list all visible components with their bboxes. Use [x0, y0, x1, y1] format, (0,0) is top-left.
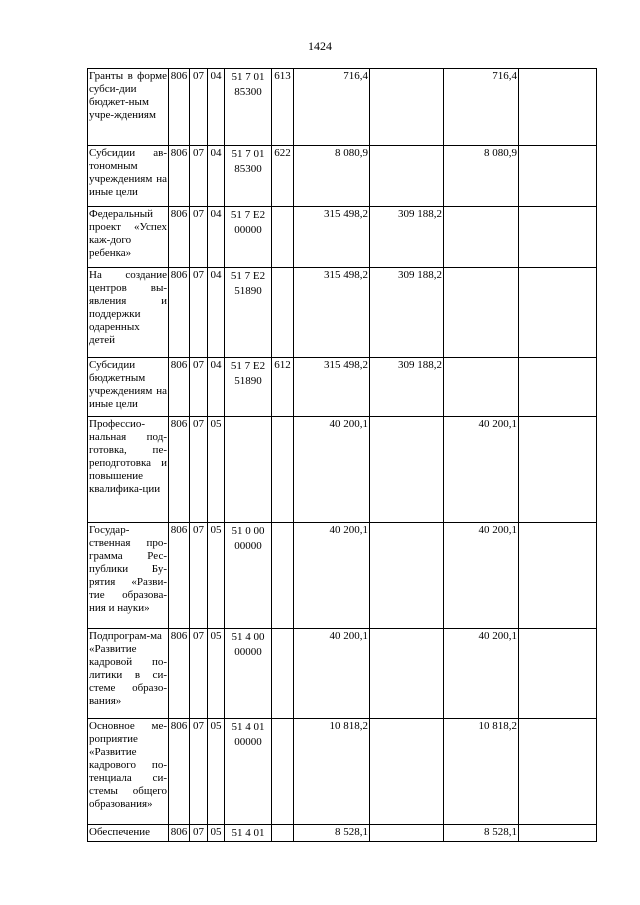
- other-amount-cell: [519, 629, 597, 719]
- republic-amount-cell: [444, 358, 519, 417]
- row-name-cell: Субсидии бюджетным учреждениям на иные цели: [88, 358, 169, 417]
- target-article-cell: 51 7 01 85300: [225, 69, 272, 146]
- budget-table: [87, 68, 597, 842]
- table-row: [88, 69, 597, 146]
- federal-amount-cell: 309 188,2: [370, 207, 444, 268]
- total-amount-cell: 315 498,2: [294, 358, 370, 417]
- target-article-cell: 51 7 Е2 51890: [225, 268, 272, 358]
- other-amount-cell: [519, 69, 597, 146]
- ministry-code-cell: 806: [169, 825, 190, 842]
- expense-type-cell: [272, 207, 294, 268]
- section-code-cell: 07: [190, 417, 208, 523]
- table-row: [88, 523, 597, 629]
- section-code-cell: 07: [190, 825, 208, 842]
- expense-type-cell: [272, 523, 294, 629]
- republic-amount-cell: 716,4: [444, 69, 519, 146]
- section-code-cell: 07: [190, 523, 208, 629]
- federal-amount-cell: [370, 719, 444, 825]
- total-amount-cell: 315 498,2: [294, 207, 370, 268]
- expense-type-cell: [272, 825, 294, 842]
- federal-amount-cell: [370, 825, 444, 842]
- table-row: [88, 825, 597, 842]
- other-amount-cell: [519, 719, 597, 825]
- subsection-code-cell: 04: [208, 146, 225, 207]
- table-row: [88, 417, 597, 523]
- federal-amount-cell: 309 188,2: [370, 358, 444, 417]
- section-code-cell: 07: [190, 268, 208, 358]
- expense-type-cell: [272, 719, 294, 825]
- section-code-cell: 07: [190, 207, 208, 268]
- table-row: [88, 268, 597, 358]
- ministry-code-cell: 806: [169, 629, 190, 719]
- row-name-cell: Основное ме-роприятие «Развитие кадрового по-тенциала си-стемы общего образования»: [88, 719, 169, 825]
- section-code-cell: 07: [190, 146, 208, 207]
- federal-amount-cell: [370, 417, 444, 523]
- subsection-code-cell: 04: [208, 268, 225, 358]
- expense-type-cell: [272, 629, 294, 719]
- other-amount-cell: [519, 268, 597, 358]
- row-name-cell: На создание центров вы-явления и поддержки одаренных детей: [88, 268, 169, 358]
- subsection-code-cell: 05: [208, 417, 225, 523]
- republic-amount-cell: 8 528,1: [444, 825, 519, 842]
- ministry-code-cell: 806: [169, 146, 190, 207]
- row-name-cell: Подпрограм-ма «Развитие кадровой по-литики в си-стеме образо-вания»: [88, 629, 169, 719]
- federal-amount-cell: [370, 523, 444, 629]
- ministry-code-cell: 806: [169, 207, 190, 268]
- expense-type-cell: 613: [272, 69, 294, 146]
- ministry-code-cell: 806: [169, 417, 190, 523]
- page-number: 1424: [308, 39, 332, 53]
- row-name-cell: Профессио-нальная под-готовка, пе-реподготовка и повышение квалифика-ции: [88, 417, 169, 523]
- ministry-code-cell: 806: [169, 69, 190, 146]
- table-row: [88, 146, 597, 207]
- total-amount-cell: 40 200,1: [294, 629, 370, 719]
- section-code-cell: 07: [190, 629, 208, 719]
- row-name-cell: Субсидии ав-тономным учреждениям на иные цели: [88, 146, 169, 207]
- row-name-cell: Федеральный проект «Успех каж-дого ребенка»: [88, 207, 169, 268]
- other-amount-cell: [519, 207, 597, 268]
- federal-amount-cell: [370, 629, 444, 719]
- expense-type-cell: 622: [272, 146, 294, 207]
- target-article-cell: 51 4 01 00000: [225, 719, 272, 825]
- other-amount-cell: [519, 417, 597, 523]
- target-article-cell: 51 7 01 85300: [225, 146, 272, 207]
- target-article-cell: 51 0 00 00000: [225, 523, 272, 629]
- republic-amount-cell: 40 200,1: [444, 629, 519, 719]
- total-amount-cell: 40 200,1: [294, 523, 370, 629]
- ministry-code-cell: 806: [169, 523, 190, 629]
- section-code-cell: 07: [190, 358, 208, 417]
- federal-amount-cell: [370, 69, 444, 146]
- federal-amount-cell: 309 188,2: [370, 268, 444, 358]
- row-name-cell: Обеспечение: [88, 825, 169, 842]
- row-name-cell: Гранты в форме субси-дии бюджет-ным учре-ждениям: [88, 69, 169, 146]
- table-row: [88, 629, 597, 719]
- table-row: [88, 358, 597, 417]
- republic-amount-cell: 10 818,2: [444, 719, 519, 825]
- other-amount-cell: [519, 358, 597, 417]
- republic-amount-cell: 8 080,9: [444, 146, 519, 207]
- expense-type-cell: [272, 417, 294, 523]
- subsection-code-cell: 05: [208, 825, 225, 842]
- ministry-code-cell: 806: [169, 268, 190, 358]
- total-amount-cell: 10 818,2: [294, 719, 370, 825]
- table-row: [88, 719, 597, 825]
- republic-amount-cell: [444, 207, 519, 268]
- other-amount-cell: [519, 523, 597, 629]
- republic-amount-cell: 40 200,1: [444, 417, 519, 523]
- federal-amount-cell: [370, 146, 444, 207]
- subsection-code-cell: 04: [208, 69, 225, 146]
- target-article-cell: 51 4 01: [225, 825, 272, 842]
- section-code-cell: 07: [190, 69, 208, 146]
- total-amount-cell: 716,4: [294, 69, 370, 146]
- expense-type-cell: [272, 268, 294, 358]
- expense-type-cell: 612: [272, 358, 294, 417]
- target-article-cell: [225, 417, 272, 523]
- target-article-cell: 51 7 Е2 51890: [225, 358, 272, 417]
- other-amount-cell: [519, 146, 597, 207]
- total-amount-cell: 8 080,9: [294, 146, 370, 207]
- subsection-code-cell: 05: [208, 523, 225, 629]
- republic-amount-cell: [444, 268, 519, 358]
- target-article-cell: 51 7 Е2 00000: [225, 207, 272, 268]
- subsection-code-cell: 04: [208, 207, 225, 268]
- ministry-code-cell: 806: [169, 358, 190, 417]
- row-name-cell: Государ-ственная про-грамма Рес-публики Бу-рятия «Разви-тие образова-ния и науки»: [88, 523, 169, 629]
- subsection-code-cell: 05: [208, 719, 225, 825]
- total-amount-cell: 40 200,1: [294, 417, 370, 523]
- republic-amount-cell: 40 200,1: [444, 523, 519, 629]
- ministry-code-cell: 806: [169, 719, 190, 825]
- subsection-code-cell: 05: [208, 629, 225, 719]
- target-article-cell: 51 4 00 00000: [225, 629, 272, 719]
- other-amount-cell: [519, 825, 597, 842]
- table-row: [88, 207, 597, 268]
- subsection-code-cell: 04: [208, 358, 225, 417]
- total-amount-cell: 8 528,1: [294, 825, 370, 842]
- section-code-cell: 07: [190, 719, 208, 825]
- total-amount-cell: 315 498,2: [294, 268, 370, 358]
